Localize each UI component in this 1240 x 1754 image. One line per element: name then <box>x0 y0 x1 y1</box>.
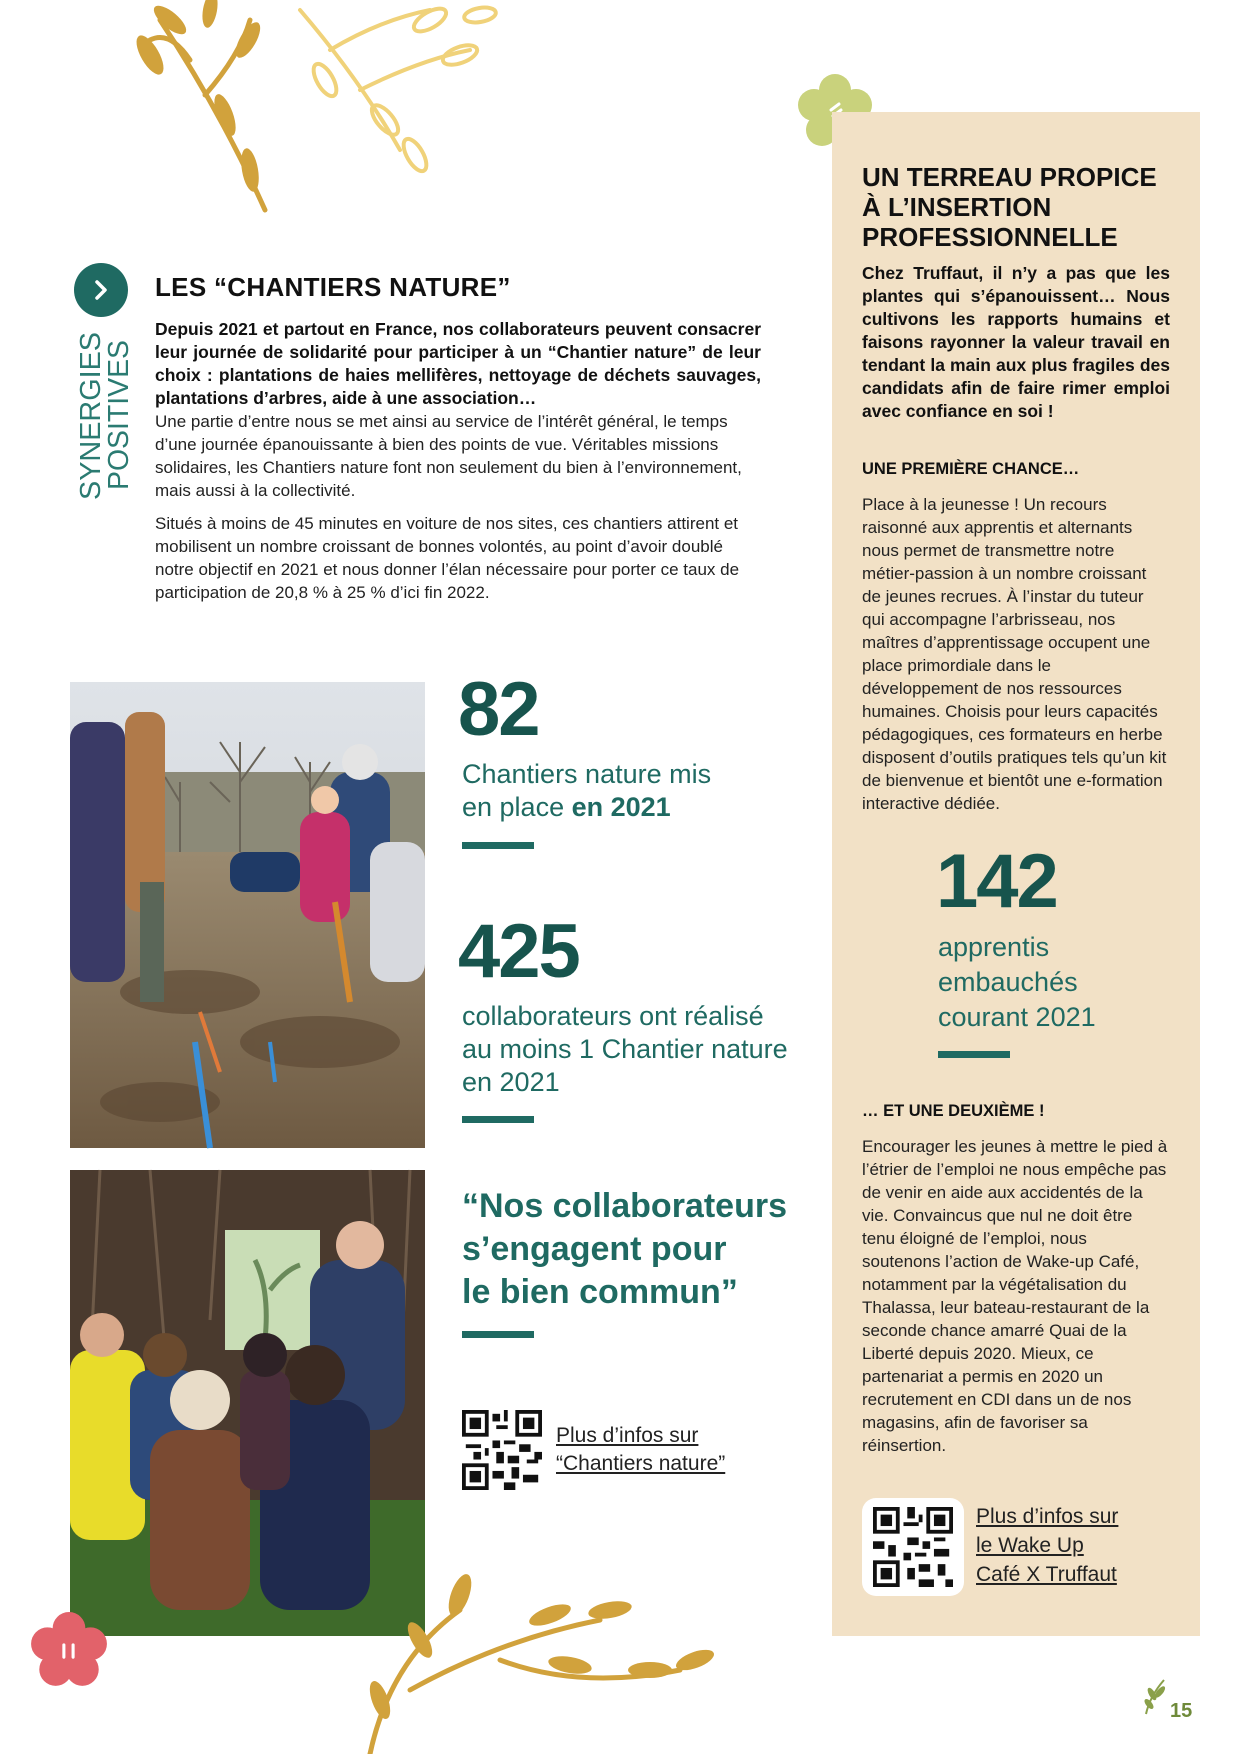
sidebar-subtitle-2: … ET UNE DEUXIÈME ! <box>862 1102 1045 1120</box>
sidebar-intro: Chez Truffaut, il n’y a pas que les plantes qui s’épanouissent… Nous cultivons les rapports humains et faisons rayonner la valeur travail en tendant la main aux plus fragiles des candidats afin de faire rimer emploi avec confiance en soi ! <box>862 263 1170 421</box>
quote-line3: le bien commun” <box>462 1273 738 1311</box>
sidebar-stat-number: 142 <box>936 839 1057 924</box>
pull-quote <box>462 1185 802 1314</box>
stat-desc-line2-bold: en 2021 <box>571 792 671 822</box>
leaf-icon <box>1140 1676 1170 1716</box>
sidebar-subtitle-1: UNE PREMIÈRE CHANCE… <box>862 460 1080 478</box>
sidebar-paragraph-2: Encourager les jeunes à mettre le pied à l’étrier de l’emploi ne nous empêche pas de venir en aide aux accidentés de la vie. Convaincus que nul ne doit être tenu éloigné de l’emploi, nous soutenons l’action de Wake-up Café, notamment par la végétalisation du Thalassa, leur bateau-restaurant de la seconde chance amarré Quai de la Liberté depuis 2020. Mieux, ce partenariat a permis en 2020 un recrutement en CDI dans un de nos magasins, afin de favoriser sa réinsertion. <box>862 1137 1168 1455</box>
quote-divider <box>462 1331 534 1338</box>
link-wake-up-cafe[interactable] <box>976 1502 1118 1589</box>
stat-description-chantiers <box>462 758 782 824</box>
stat-divider <box>462 1116 534 1123</box>
link-chantiers-nature[interactable] <box>556 1422 725 1478</box>
link-line3[interactable]: Café X Truffaut <box>976 1563 1117 1586</box>
section-label-line1: SYNERGIES <box>75 330 107 500</box>
stat-number-chantiers: 82 <box>458 667 539 752</box>
link-line1[interactable]: Plus d’infos sur <box>976 1505 1119 1528</box>
decorative-leaves-bottom <box>350 1560 720 1754</box>
sidebar-title-line3: PROFESSIONNELLE <box>862 222 1118 252</box>
article-paragraph-1: Une partie d’entre nous se met ainsi au service de l’intérêt général, le temps d’une journée épanouissante à bien des points de vue. Véritables missions solidaires, les Chantiers nature font non seulement du bien à l’environnement, mais aussi à la collectivité. <box>155 412 742 500</box>
stat-number-collaborateurs: 425 <box>458 909 579 994</box>
quote-line1: “Nos collaborateurs <box>462 1187 787 1225</box>
quote-line2: s’engagent pour <box>462 1230 727 1268</box>
page-number: 15 <box>1170 1700 1193 1722</box>
sidebar-stat-line1: apprentis <box>938 932 1050 962</box>
stat-divider <box>462 842 534 849</box>
article-title: LES “CHANTIERS NATURE” <box>155 272 511 302</box>
sidebar-stat-divider <box>938 1051 1010 1058</box>
sidebar-stat-line3: courant 2021 <box>938 1002 1096 1032</box>
flower-icon <box>28 1610 110 1692</box>
article-paragraph-2: Situés à moins de 45 minutes en voiture de nos sites, ces chantiers attirent et mobilisent un nombre croissant de bonnes volontés, au point d’avoir doublé notre objectif en 2021 et nous donner l’élan nécessaire pour porter ce taux de participation de 20,8 % à 25 % d’ici fin 2022. <box>155 514 740 602</box>
link-line2[interactable]: le Wake Up <box>976 1534 1084 1557</box>
link-line2[interactable]: “Chantiers nature” <box>556 1452 726 1475</box>
stat-desc-line1: collaborateurs ont réalisé <box>462 1001 764 1031</box>
arrow-right-icon <box>74 263 128 317</box>
article-intro: Depuis 2021 et partout en France, nos collaborateurs peuvent consacrer leur journée de solidarité pour participer à un “Chantier nature” de leur choix : plantations de haies mellifères, nettoyage de déchets sauvages, plantations d’arbres, aide à une association… <box>155 319 761 408</box>
sidebar-title-line2: À L’INSERTION <box>862 192 1052 222</box>
qr-code-graphic <box>873 1507 953 1587</box>
section-label-line2: POSITIVES <box>103 336 135 490</box>
sidebar-title <box>862 162 1182 252</box>
photo-tree-planting <box>70 682 425 1148</box>
decorative-leaves-top <box>130 0 510 220</box>
link-line1[interactable]: Plus d’infos sur <box>556 1424 699 1447</box>
sidebar-paragraph-1: Place à la jeunesse ! Un recours raisonné aux apprentis et alternants nous permet de transmettre notre métier-passion à un nombre croissant de jeunes recrues. À l’instar du tuteur qui accompagne l’arbrisseau, nos maîtres d’apprentissage occupent une place primordiale dans le développement de nos ressources humaines. Choisis pour leurs capacités pédagogiques, ces formateurs en herbe disposent d’outils pratiques tels qu’un kit de bienvenue et bientôt une e-formation interactive dédiée. <box>862 495 1167 813</box>
stat-description-collaborateurs <box>462 1000 802 1099</box>
stat-desc-line2-pre: en place <box>462 792 572 822</box>
section-label <box>70 330 135 500</box>
sidebar-stat-line2: embauchés <box>938 967 1078 997</box>
stat-desc-line1: Chantiers nature mis <box>462 759 712 789</box>
qr-code-wake-up-cafe[interactable] <box>862 1498 964 1596</box>
qr-code-chantiers[interactable] <box>462 1410 542 1490</box>
stat-desc-line3: en 2021 <box>462 1067 560 1097</box>
sidebar-stat-description <box>938 930 1138 1035</box>
sidebar-title-line1: UN TERREAU PROPICE <box>862 162 1157 192</box>
stat-desc-line2: au moins 1 Chantier nature <box>462 1034 788 1064</box>
